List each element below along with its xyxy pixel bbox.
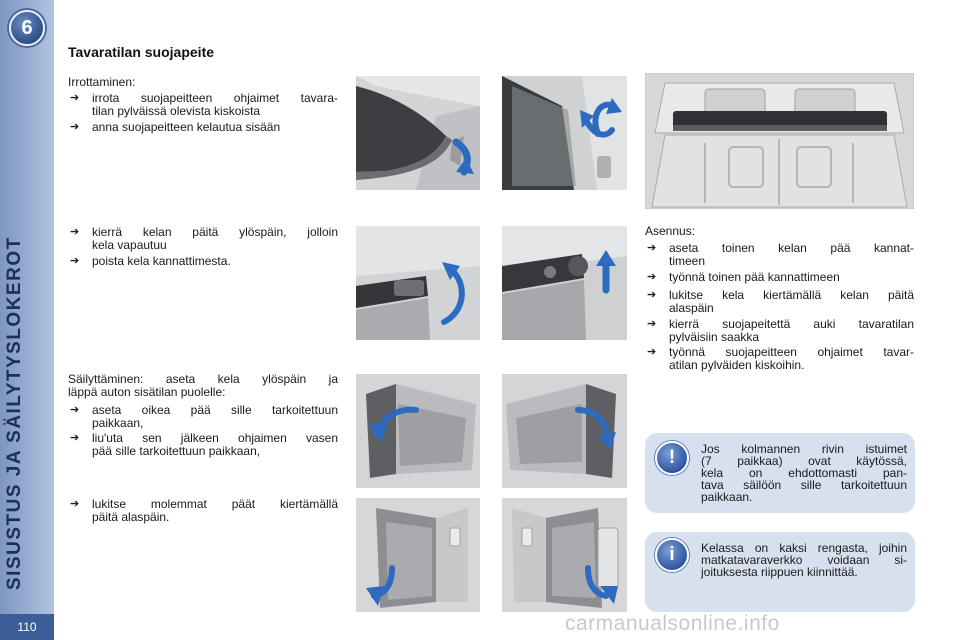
illustration-lock-right-end (502, 498, 627, 612)
removal-step-4 (70, 254, 338, 268)
info-icon-symbol: i (669, 544, 675, 565)
warning-note (645, 433, 915, 513)
chapter-number-badge (9, 10, 45, 46)
section-title: Tavaratilan suojapeite (68, 44, 215, 60)
bullet-arrow-icon: ➔ (70, 92, 80, 104)
warning-icon (655, 441, 689, 475)
chapter-sidebar (0, 0, 54, 640)
note-line: Kelassa on kaksi rengasta, joihin (701, 541, 907, 555)
warning-icon-symbol: ! (668, 447, 676, 468)
bullet-arrow-icon: ➔ (647, 346, 657, 358)
page-number: 110 (17, 620, 37, 634)
step-text: työnnä toinen pää kannattimeen (669, 270, 840, 284)
step-text: päitä alaspäin. (92, 510, 170, 524)
note-line: matkatavaraverkko voidaan si- (701, 553, 907, 567)
storage-intro (68, 373, 338, 399)
install-step-4 (647, 317, 914, 344)
step-text: kierrä suojapeitettä auki tavaratilan (669, 317, 914, 331)
removal-heading: Irrottaminen: (68, 75, 136, 89)
illustration-storage-right-end (356, 374, 480, 488)
note-line: kela on ehdottomasti pan- (701, 466, 907, 480)
step-text: irrota suojapeitteen ohjaimet tavara- (92, 91, 338, 105)
install-step-3 (647, 288, 914, 315)
note-line: joituksesta riippuen kiinnittää. (701, 565, 858, 579)
removal-step-1 (70, 91, 338, 118)
removal-step-3 (70, 225, 338, 252)
bullet-arrow-icon: ➔ (70, 226, 80, 238)
step-text: lukitse kela kiertämällä kelan päitä (669, 288, 914, 302)
bullet-arrow-icon: ➔ (647, 271, 657, 283)
note-line: Jos kolmannen rivin istuimet (701, 442, 907, 456)
note-line: tava säilöön sille tarkoitettuun (701, 478, 907, 492)
step-text: atilan pylväiden kiskoihin. (669, 358, 805, 372)
chapter-title: SISUSTUS JA SÄILYTYSLOKEROT (4, 236, 25, 590)
info-note (645, 532, 915, 612)
illustration-cover-retract (502, 76, 627, 190)
bullet-arrow-icon: ➔ (647, 289, 657, 301)
illustration-roller-rotate-left (356, 226, 480, 340)
note-line: (7 paikkaa) ovat käytössä, (701, 454, 907, 468)
bullet-arrow-icon: ➔ (70, 432, 80, 444)
removal-step-2 (70, 120, 338, 134)
storage-step-1 (70, 403, 338, 430)
info-icon (655, 538, 689, 572)
illustration-roller-lift-out (502, 226, 627, 340)
bullet-arrow-icon: ➔ (647, 242, 657, 254)
step-text: lukitse molemmat päät kiertämällä (92, 497, 338, 511)
illustration-lock-left-end (356, 498, 480, 612)
storage-intro-line: Säilyttäminen: aseta kela ylöspäin ja (68, 372, 338, 386)
bullet-arrow-icon: ➔ (70, 121, 80, 133)
note-line: paikkaan. (701, 490, 753, 504)
install-step-1 (647, 241, 914, 268)
storage-step-3 (70, 497, 338, 524)
bullet-arrow-icon: ➔ (70, 498, 80, 510)
step-text: kierrä kelan päitä ylöspäin, jolloin (92, 225, 338, 239)
step-text: työnnä suojapeitteen ohjaimet tavar- (669, 345, 914, 359)
step-text: aseta toinen kelan pää kannat- (669, 241, 914, 255)
info-note-text (701, 542, 907, 578)
step-text: kela vapautuu (92, 238, 167, 252)
install-step-5 (647, 345, 914, 372)
illustration-trunk-overview (645, 73, 914, 209)
step-text: pää sille tarkoitettuun paikkaan, (92, 444, 261, 458)
warning-note-text (701, 443, 907, 503)
bullet-arrow-icon: ➔ (70, 404, 80, 416)
step-text: poista kela kannattimesta. (92, 254, 231, 268)
installation-heading: Asennus: (645, 224, 696, 238)
storage-intro-line: läppä auton sisätilan puolelle: (68, 385, 226, 399)
step-text: paikkaan, (92, 416, 144, 430)
page-number-box (0, 614, 54, 640)
install-step-2 (647, 270, 914, 284)
step-text: alaspäin (669, 301, 714, 315)
step-text: timeen (669, 254, 706, 268)
bullet-arrow-icon: ➔ (70, 255, 80, 267)
storage-step-2 (70, 431, 338, 458)
chapter-number: 6 (21, 17, 33, 39)
bullet-arrow-icon: ➔ (647, 318, 657, 330)
step-text: liu'uta sen jälkeen ohjaimen vasen (92, 431, 338, 445)
step-text: aseta oikea pää sille tarkoitettuun (92, 403, 338, 417)
illustration-storage-left-end (502, 374, 627, 488)
watermark: carmanualsonline.info (565, 612, 780, 635)
step-text: pylväisiin saakka (669, 330, 760, 344)
illustration-cover-guide-release (356, 76, 480, 190)
step-text: anna suojapeitteen kelautua sisään (92, 120, 281, 134)
step-text: tilan pylväissä olevista kiskoista (92, 104, 261, 118)
